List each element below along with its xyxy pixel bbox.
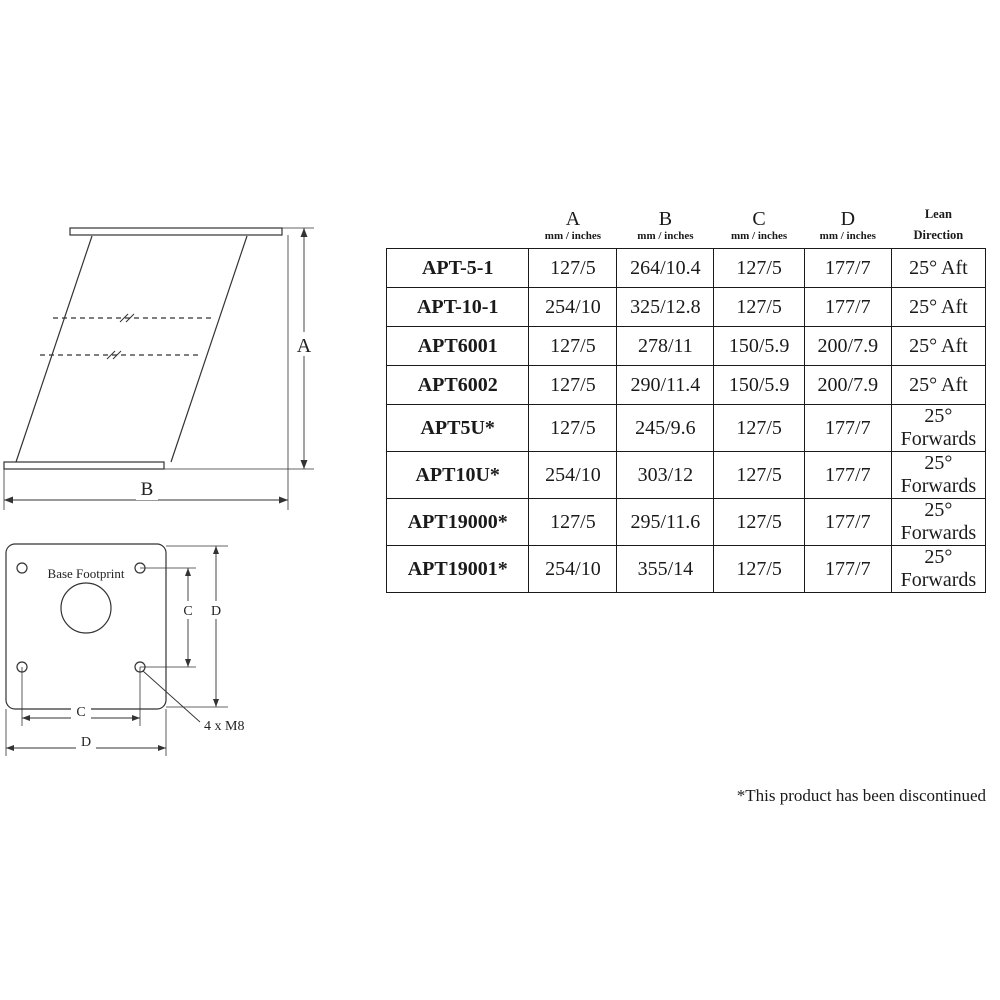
table-body — [387, 249, 986, 593]
cell-c: 127/5 — [714, 405, 804, 452]
pedestal-left-edge — [16, 236, 92, 462]
cell-c: 127/5 — [714, 499, 804, 546]
cell-a: 254/10 — [529, 546, 617, 593]
cell-lean: 25° Aft — [891, 327, 985, 366]
cell-d: 177/7 — [804, 499, 891, 546]
arrow-c-v-top — [185, 568, 191, 576]
header-lean-line2: Direction — [913, 227, 964, 242]
cell-lean: 25° Aft — [891, 288, 985, 327]
cell-d: 177/7 — [804, 452, 891, 499]
arrow-d-v-top — [213, 546, 219, 554]
header-c — [714, 207, 804, 249]
header-b — [617, 207, 714, 249]
dimensions-table — [386, 207, 986, 593]
arrow-a-bottom — [301, 460, 308, 469]
arrow-c-h-right — [132, 715, 140, 721]
arrow-d-v-bottom — [213, 699, 219, 707]
header-b-units: mm / inches — [637, 230, 694, 243]
arrow-b-right — [279, 497, 288, 504]
cell-d: 177/7 — [804, 249, 891, 288]
dim-c-vertical-label: C — [183, 604, 193, 619]
cell-a: 127/5 — [529, 249, 617, 288]
table-row — [387, 405, 986, 452]
cell-b: 295/11.6 — [617, 499, 714, 546]
cell-model: APT-10-1 — [387, 288, 529, 327]
bolt-callout-label: 4 x M8 — [204, 719, 245, 734]
cell-c: 127/5 — [714, 452, 804, 499]
base-plate-side — [4, 462, 164, 469]
dim-a-label: A — [296, 335, 312, 357]
cell-a: 127/5 — [529, 366, 617, 405]
cell-c: 127/5 — [714, 546, 804, 593]
cell-b: 325/12.8 — [617, 288, 714, 327]
cell-a: 127/5 — [529, 327, 617, 366]
header-d-units: mm / inches — [819, 230, 876, 243]
table-row — [387, 366, 986, 405]
cell-lean: 25° Forwards — [891, 452, 985, 499]
cell-c: 127/5 — [714, 288, 804, 327]
arrow-a-top — [301, 228, 308, 237]
cell-lean: 25° Aft — [891, 366, 985, 405]
cell-model: APT10U* — [387, 452, 529, 499]
arrow-c-v-bottom — [185, 659, 191, 667]
header-lean-line1: Lean — [924, 207, 952, 221]
header-c-units: mm / inches — [730, 230, 788, 243]
arrow-d-h-right — [158, 745, 166, 751]
header-d — [804, 207, 891, 249]
cell-b: 278/11 — [617, 327, 714, 366]
top-plate — [70, 228, 282, 235]
header-lean — [891, 207, 985, 249]
arrow-d-h-left — [6, 745, 14, 751]
base-footprint-title: Base Footprint — [47, 566, 125, 581]
table-row — [387, 499, 986, 546]
cell-a: 254/10 — [529, 452, 617, 499]
cell-a: 127/5 — [529, 405, 617, 452]
cell-model: APT-5-1 — [387, 249, 529, 288]
cell-c: 127/5 — [714, 249, 804, 288]
table-row — [387, 288, 986, 327]
header-model — [387, 207, 529, 249]
dim-c-horizontal-label: C — [76, 705, 86, 720]
cell-d: 200/7.9 — [804, 327, 891, 366]
cell-b: 290/11.4 — [617, 366, 714, 405]
dim-d-vertical-label: D — [210, 604, 222, 619]
cell-d: 177/7 — [804, 288, 891, 327]
header-d-letter: D — [840, 208, 856, 231]
cell-a: 254/10 — [529, 288, 617, 327]
cell-d: 200/7.9 — [804, 366, 891, 405]
cell-b: 245/9.6 — [617, 405, 714, 452]
dim-b-label: B — [140, 479, 154, 500]
table-row — [387, 249, 986, 288]
header-a-units: mm / inches — [544, 230, 602, 243]
dim-d-horizontal-label: D — [80, 735, 92, 750]
header-a-letter: A — [565, 208, 581, 231]
arrow-b-left — [4, 497, 13, 504]
pedestal-right-edge — [171, 236, 247, 462]
cell-b: 355/14 — [617, 546, 714, 593]
center-hole — [61, 583, 111, 633]
cell-lean: 25° Forwards — [891, 546, 985, 593]
cell-model: APT19001* — [387, 546, 529, 593]
cell-a: 127/5 — [529, 499, 617, 546]
cell-lean: 25° Forwards — [891, 499, 985, 546]
header-c-letter: C — [752, 208, 766, 231]
cell-c: 150/5.9 — [714, 327, 804, 366]
cell-model: APT6001 — [387, 327, 529, 366]
table-row — [387, 452, 986, 499]
cell-lean: 25° Forwards — [891, 405, 985, 452]
table-header — [387, 207, 986, 249]
header-a — [529, 207, 617, 249]
cell-d: 177/7 — [804, 546, 891, 593]
header-b-letter: B — [658, 208, 673, 231]
cell-model: APT5U* — [387, 405, 529, 452]
cell-d: 177/7 — [804, 405, 891, 452]
cell-b: 303/12 — [617, 452, 714, 499]
cell-c: 150/5.9 — [714, 366, 804, 405]
cell-lean: 25° Aft — [891, 249, 985, 288]
technical-drawing — [0, 0, 380, 800]
cell-b: 264/10.4 — [617, 249, 714, 288]
footnote: *This product has been discontinued — [736, 786, 986, 805]
cell-model: APT6002 — [387, 366, 529, 405]
arrow-c-h-left — [22, 715, 30, 721]
table-row — [387, 327, 986, 366]
table-row — [387, 546, 986, 593]
cell-model: APT19000* — [387, 499, 529, 546]
